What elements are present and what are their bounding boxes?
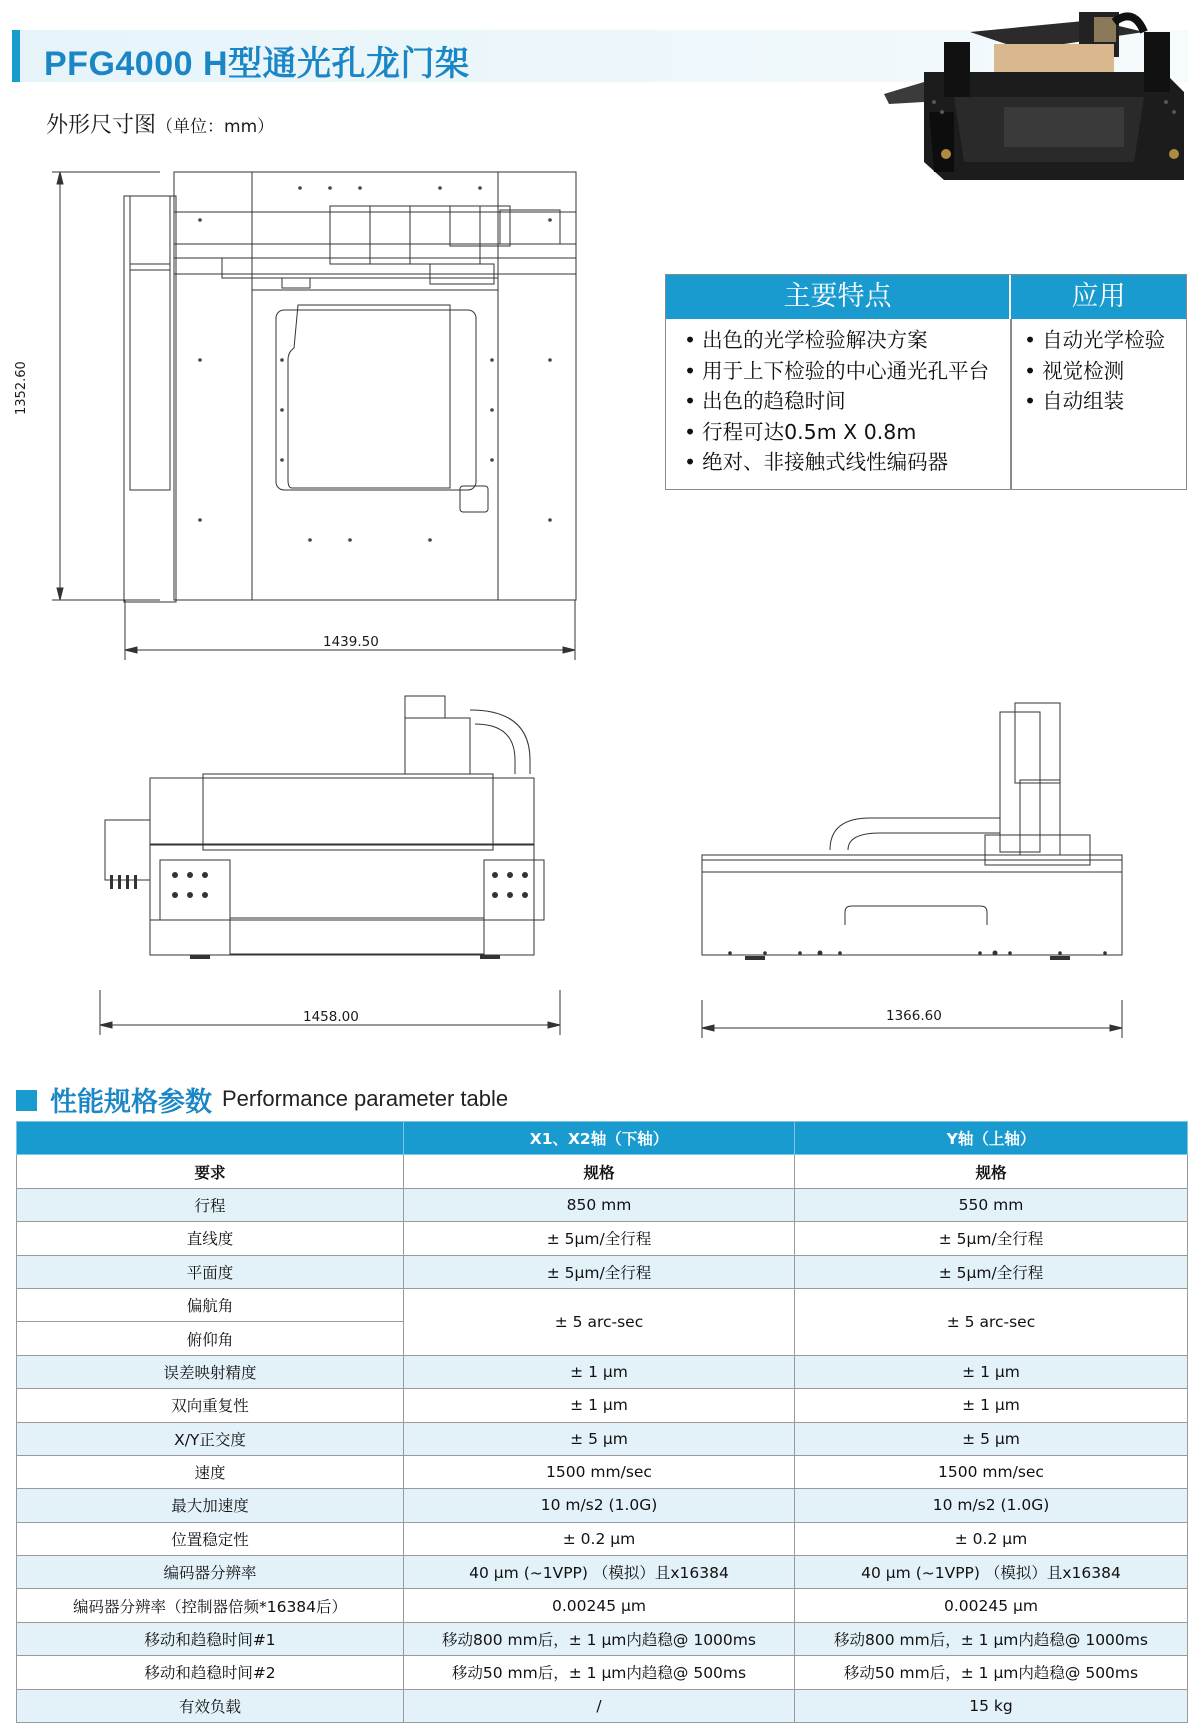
table-cell: 10 m/s2 (1.0G) (795, 1489, 1188, 1522)
table-cell: 位置稳定性 (17, 1522, 404, 1555)
list-item: • 行程可达0.5m X 0.8m (684, 417, 989, 448)
table-row (17, 1455, 1188, 1488)
page-title: PFG4000 H型通光孔龙门架 (44, 45, 470, 83)
table-header-x-axis: X1、X2轴（下轴） (404, 1122, 795, 1155)
table-cell: ± 0.2 μm (795, 1522, 1188, 1555)
features-box (665, 274, 1187, 490)
table-cell: ± 1 μm (404, 1355, 795, 1388)
table-cell: ± 5μm/全行程 (404, 1222, 795, 1255)
table-cell: ± 1 μm (795, 1355, 1188, 1388)
table-row (17, 1288, 1188, 1321)
table-cell: ± 5 arc-sec (795, 1288, 1188, 1355)
table-cell: X/Y正交度 (17, 1422, 404, 1455)
table-cell: 10 m/s2 (1.0G) (404, 1489, 795, 1522)
table-row (17, 1656, 1188, 1689)
table-cell: ± 5μm/全行程 (795, 1255, 1188, 1288)
table-cell: 1500 mm/sec (795, 1455, 1188, 1488)
table-subheader: 规格 (795, 1155, 1188, 1188)
table-row (17, 1222, 1188, 1255)
title-accent (12, 30, 20, 82)
features-app-list (1024, 325, 1165, 417)
table-cell: 40 μm (~1VPP) （模拟）且x16384 (795, 1556, 1188, 1589)
table-row (17, 1589, 1188, 1622)
list-item: • 出色的光学检验解决方案 (684, 325, 989, 356)
list-item: • 视觉检测 (1024, 356, 1165, 387)
dim-front-width-label: 1458.00 (303, 1009, 359, 1025)
table-row (17, 1389, 1188, 1422)
table-cell: 移动800 mm后，± 1 μm内趋稳@ 1000ms (795, 1622, 1188, 1655)
dim-top-width-label: 1439.50 (323, 634, 379, 650)
table-cell: ± 5 μm (795, 1422, 1188, 1455)
table-cell: 移动和趋稳时间#2 (17, 1656, 404, 1689)
table-row (17, 1188, 1188, 1221)
table-row (17, 1522, 1188, 1555)
table-cell: 移动800 mm后，± 1 μm内趋稳@ 1000ms (404, 1622, 795, 1655)
table-row (17, 1556, 1188, 1589)
top-view-drawing (30, 160, 590, 670)
table-cell: 850 mm (404, 1188, 795, 1221)
table-subheader: 规格 (404, 1155, 795, 1188)
section-marker (16, 1090, 37, 1111)
features-main-list (684, 325, 989, 478)
section-title: 性能规格参数 (50, 1087, 212, 1118)
table-cell: ± 1 μm (795, 1389, 1188, 1422)
table-row (17, 1355, 1188, 1388)
table-cell: ± 5 μm (404, 1422, 795, 1455)
table-cell: 550 mm (795, 1188, 1188, 1221)
table-cell: 编码器分辨率 (17, 1556, 404, 1589)
table-cell: 行程 (17, 1188, 404, 1221)
table-cell: ± 1 μm (404, 1389, 795, 1422)
features-app-title: 应用 (1011, 275, 1186, 319)
table-row (17, 1489, 1188, 1522)
spec-table (16, 1121, 1188, 1723)
table-cell: / (404, 1689, 795, 1722)
table-header-y-axis: Y轴（上轴） (795, 1122, 1188, 1155)
table-row (17, 1255, 1188, 1288)
table-cell: 速度 (17, 1455, 404, 1488)
list-item: • 自动光学检验 (1024, 325, 1165, 356)
table-cell: 直线度 (17, 1222, 404, 1255)
table-cell: ± 5μm/全行程 (404, 1255, 795, 1288)
table-cell: 移动和趋稳时间#1 (17, 1622, 404, 1655)
table-cell: 0.00245 μm (795, 1589, 1188, 1622)
table-cell: ± 0.2 μm (404, 1522, 795, 1555)
subtitle-text: 外形尺寸图 (46, 113, 157, 138)
list-item: • 用于上下检验的中心通光孔平台 (684, 356, 989, 387)
table-row (17, 1622, 1188, 1655)
table-cell: 俯仰角 (17, 1322, 404, 1355)
table-cell: 双向重复性 (17, 1389, 404, 1422)
dim-side-width-label: 1366.60 (886, 1008, 942, 1024)
table-cell: 平面度 (17, 1255, 404, 1288)
product-photo (884, 2, 1194, 182)
table-cell: 15 kg (795, 1689, 1188, 1722)
table-row (17, 1422, 1188, 1455)
list-item: • 自动组装 (1024, 386, 1165, 417)
front-view-drawing (90, 690, 590, 1040)
table-cell: 0.00245 μm (404, 1589, 795, 1622)
subtitle-unit: （单位：mm） (156, 117, 275, 137)
table-cell: 1500 mm/sec (404, 1455, 795, 1488)
table-cell: 最大加速度 (17, 1489, 404, 1522)
table-cell: 有效负载 (17, 1689, 404, 1722)
table-cell: 编码器分辨率（控制器倍频*16384后） (17, 1589, 404, 1622)
table-subheader: 要求 (17, 1155, 404, 1188)
section-subtitle: Performance parameter table (222, 1086, 509, 1111)
dim-height-label: 1352.60 (14, 361, 29, 415)
table-cell: 40 μm (~1VPP) （模拟）且x16384 (404, 1556, 795, 1589)
list-item: • 出色的趋稳时间 (684, 386, 989, 417)
table-cell: 误差映射精度 (17, 1355, 404, 1388)
table-cell: 移动50 mm后，± 1 μm内趋稳@ 500ms (795, 1656, 1188, 1689)
drawing-subtitle (46, 108, 274, 139)
table-cell: 偏航角 (17, 1288, 404, 1321)
side-view-drawing (690, 700, 1140, 1040)
table-header-empty (17, 1122, 404, 1155)
features-main-title: 主要特点 (666, 275, 1009, 319)
table-row (17, 1689, 1188, 1722)
column-divider (1010, 319, 1012, 489)
table-cell: ± 5μm/全行程 (795, 1222, 1188, 1255)
table-cell: 移动50 mm后，± 1 μm内趋稳@ 500ms (404, 1656, 795, 1689)
table-cell: ± 5 arc-sec (404, 1288, 795, 1355)
list-item: • 绝对、非接触式线性编码器 (684, 447, 989, 478)
